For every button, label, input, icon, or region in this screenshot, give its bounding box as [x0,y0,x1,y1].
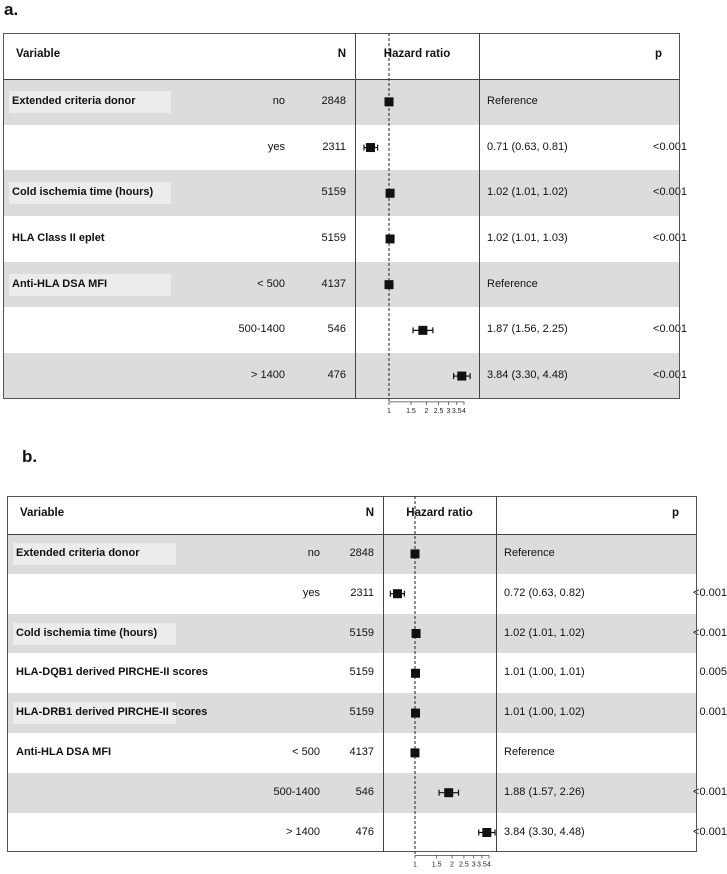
p-value: <0.001 [653,369,687,382]
hr-point [457,372,466,381]
hr-estimate: 1.02 (1.01, 1.02) [504,626,585,639]
n-value: 4137 [349,745,374,758]
n-value: 4137 [321,277,346,290]
p-value: <0.001 [653,323,687,336]
level-label: < 500 [257,277,285,290]
hr-estimate: Reference [504,745,555,758]
n-value: 5159 [321,186,346,199]
forest-plot-svg [7,496,697,874]
level-label: 500-1400 [238,323,285,336]
header-hazard-ratio: Hazard ratio [383,48,451,60]
p-value: <0.001 [693,785,727,798]
hr-estimate: 0.71 (0.63, 0.81) [487,140,568,153]
hr-point [386,189,395,198]
hr-estimate: 1.01 (1.00, 1.02) [504,706,585,719]
hr-estimate: 1.87 (1.56, 2.25) [487,323,568,336]
x-tick-label: 3 [446,407,451,415]
level-label: < 500 [292,745,320,758]
hr-estimate: 1.01 (1.00, 1.01) [504,666,585,679]
hr-point [482,828,491,837]
forest-plot-b [7,496,727,869]
variable-label: Extended criteria donor [12,94,136,107]
p-value: <0.001 [653,231,687,244]
level-label: > 1400 [251,369,285,382]
x-tick-label: 3.5 [477,861,487,869]
variable-label: HLA-DQB1 derived PIRCHE-II scores [16,666,208,679]
x-tick-label: 2 [450,861,454,869]
forest-plot-svg [3,33,680,421]
n-value: 546 [327,323,346,336]
hr-estimate: Reference [487,277,538,290]
p-value: 0.005 [699,666,727,679]
hr-point [385,280,394,289]
hr-point [412,629,421,638]
header-n: N [365,507,374,519]
hr-point [366,143,375,152]
hr-point [411,669,420,678]
x-tick-label: 3 [471,861,476,869]
hr-estimate: 3.84 (3.30, 4.48) [504,825,585,838]
header-hazard-ratio: Hazard ratio [406,507,473,519]
header-variable: Variable [16,48,61,60]
x-tick-label: 1 [387,407,391,415]
header-variable: Variable [20,507,65,519]
n-value: 5159 [349,706,374,719]
n-value: 5159 [349,666,374,679]
hr-estimate: Reference [487,94,538,107]
x-tick-label: 4 [462,407,466,415]
p-value: <0.001 [693,626,727,639]
p-value: <0.001 [693,586,727,599]
p-value: <0.001 [653,140,687,153]
forest-plot-a [3,33,687,415]
variable-label: Anti-HLA DSA MFI [16,745,112,758]
n-value: 476 [327,369,346,382]
n-value: 2311 [350,586,374,599]
hr-estimate: 1.88 (1.57, 2.26) [504,785,585,798]
header-p: p [654,48,662,60]
x-tick-label: 1.5 [406,407,416,415]
hr-point [385,97,394,106]
n-value: 476 [355,825,374,838]
level-label: > 1400 [286,825,320,838]
variable-label: Anti-HLA DSA MFI [12,277,108,290]
variable-label: HLA-DRB1 derived PIRCHE-II scores [16,706,208,719]
level-label: 500-1400 [273,785,320,798]
hr-point [411,748,420,757]
hr-estimate: 3.84 (3.30, 4.48) [487,369,568,382]
hr-estimate: Reference [504,546,555,559]
hr-point [386,234,395,243]
hr-estimate: 0.72 (0.63, 0.82) [504,586,585,599]
n-value: 2848 [321,94,346,107]
x-tick-label: 1.5 [431,861,442,869]
variable-label: HLA Class II eplet [12,231,105,244]
header-p: p [671,507,679,519]
level-label: no [272,94,285,107]
p-value: 0.001 [699,706,727,719]
variable-label: Cold ischemia time (hours) [16,626,158,639]
x-tick-label: 2.5 [433,407,444,415]
level-label: yes [267,140,285,153]
panel-a-label: a. [4,0,19,19]
x-tick-label: 2.5 [459,861,469,869]
p-value: <0.001 [653,186,687,199]
x-tick-label: 1 [413,861,417,869]
x-tick-label: 2 [424,407,429,415]
hr-point [411,709,420,718]
x-tick-label: 3.5 [451,407,462,415]
variable-label: Extended criteria donor [16,546,140,559]
n-value: 5159 [349,626,374,639]
level-label: yes [302,586,320,599]
header-n: N [337,48,346,60]
hr-point [444,788,453,797]
p-value: <0.001 [693,825,727,838]
hr-point [411,549,420,558]
panel-b-label: b. [22,447,38,466]
n-value: 546 [355,785,374,798]
n-value: 5159 [321,231,346,244]
hr-estimate: 1.02 (1.01, 1.03) [487,231,568,244]
hr-point [393,589,402,598]
hr-estimate: 1.02 (1.01, 1.02) [487,186,568,199]
n-value: 2848 [349,546,374,559]
x-tick-label: 4 [487,861,491,869]
level-label: no [307,546,320,559]
variable-label: Cold ischemia time (hours) [12,186,154,199]
hr-point [418,326,427,335]
n-value: 2311 [322,140,346,153]
